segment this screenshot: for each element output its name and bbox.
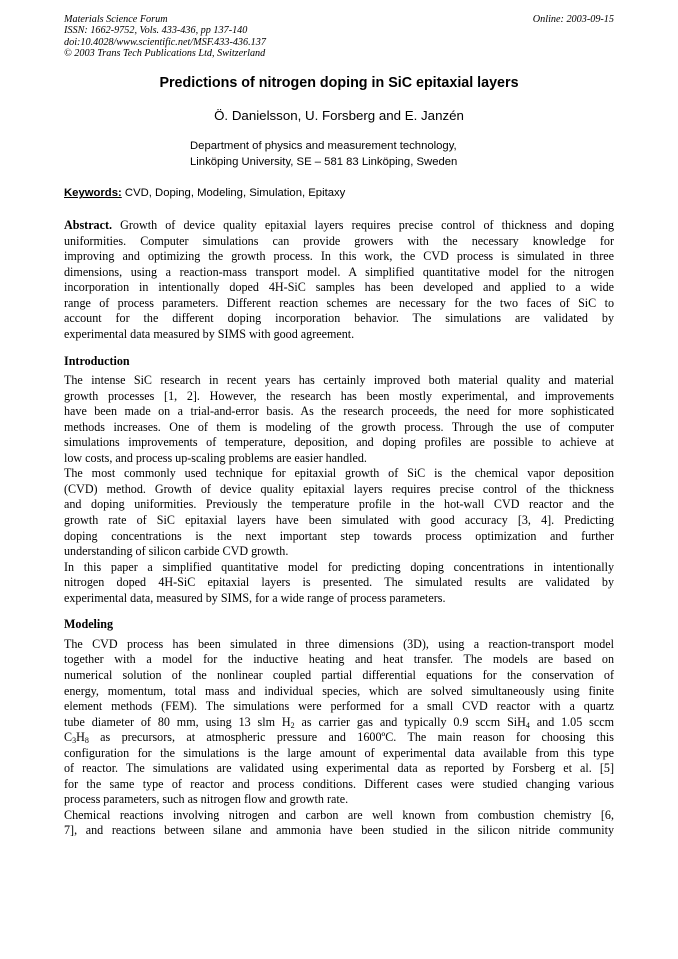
text-line: Chemical reactions involving nitrogen and carbon are well known from combustion chemistry [6, <box>64 807 614 822</box>
abstract-line: dimensions, using a reaction-mass transport model. A simplified quantitative model for the nitrogen <box>64 264 614 279</box>
affiliation-line-2: Linköping University, SE – 581 83 Linköping, Sweden <box>190 155 458 168</box>
subscript: 2 <box>290 720 295 730</box>
text-line: The most commonly used technique for epitaxial growth of SiC is the chemical vapor deposition <box>64 466 614 481</box>
abstract <box>64 218 614 342</box>
text-line: understanding of silicon carbide CVD growth. <box>64 544 289 559</box>
abstract-line: experimental data measured by SIMS with good agreement. <box>64 327 355 342</box>
text-line: and doping uniformities. Previously the temperature profile in the hot-wall CVD reactor and the <box>64 497 614 512</box>
keywords-label: Keywords: <box>64 187 122 200</box>
text-line: nitrogen doped 4H-SiC epitaxial layers is presented. The simulated results are validated by <box>64 575 614 590</box>
abstract-label: Abstract. <box>64 218 113 233</box>
copyright-line: © 2003 Trans Tech Publications Ltd, Switzerland <box>64 47 266 59</box>
abstract-line: account for the different doping incorporation behavior. The simulations are validated by <box>64 311 614 326</box>
text-line: The CVD process has been simulated in three dimensions (3D), using a reaction-transport model <box>64 636 614 651</box>
paper-authors: Ö. Danielsson, U. Forsberg and E. Janzén <box>214 108 464 124</box>
text-line: tube diameter of 80 mm, using 13 slm $H_2$ as carrier gas and typically 0.9 sccm SiH$_4$ and 1.05 sccm <box>64 714 614 730</box>
text-line: element methods (FEM). The simulations were performed for a small CVD reactor with a quartz <box>64 699 614 714</box>
text-line: (CVD) method. Growth of device quality epitaxial layers requires precise control of the thickness <box>64 481 614 496</box>
text-line: energy, momentum, total mass and individual species, which are solved simultaneously using finite <box>64 683 614 698</box>
text-line: together with a model for the inductive heating and heat transfer. The models are based on <box>64 652 614 667</box>
subscript: 8 <box>84 736 89 746</box>
abstract-line: improving and optimizing the growth process. In this work, the CVD process is simulated in three <box>64 249 614 264</box>
paper-title: Predictions of nitrogen doping in SiC epitaxial layers <box>159 75 519 92</box>
text-line: In this paper a simplified quantitative model for predicting doping concentrations in intentionally <box>64 559 614 574</box>
section-heading-introduction: Introduction <box>64 353 130 368</box>
keywords-text: CVD, Doping, Modeling, Simulation, Epitaxy <box>121 187 346 200</box>
introduction-body <box>64 373 614 606</box>
text-line: numerical solution of the nonlinear coupled partial differential equations for the conservation of <box>64 667 614 682</box>
abstract-line: incorporation in intentionally doped 4H-SiC samples has been developed and applied to a wide <box>64 280 614 295</box>
subscript: 3 <box>72 736 77 746</box>
text-line: for the same type of reactor and process conditions. Different cases were studied changing various <box>64 776 614 791</box>
section-heading-modeling: Modeling <box>64 617 114 632</box>
text-line: $C_3H_8$ as precursors, at atmospheric pressure and 1600ºC. The main reason for choosing this <box>64 730 614 746</box>
text-line: configuration for the simulations is the large amount of experimental data available from this type <box>64 745 614 760</box>
journal-name: Materials Science Forum <box>64 14 168 25</box>
text-line: low costs, and process up-scaling problems are easier handled. <box>64 450 367 465</box>
subscript: 4 <box>525 720 530 730</box>
text-line: process parameters, such as nitrogen flow and growth rate. <box>64 792 349 807</box>
text-line: growth processes [1, 2]. However, the research has been mostly experimental, and improvements <box>64 388 614 403</box>
keywords <box>64 186 614 201</box>
affiliation-line-1: Department of physics and measurement technology, <box>190 140 457 153</box>
text-line: doping concentrations is the next important step towards process optimization and further <box>64 528 614 543</box>
journal-header <box>64 14 614 59</box>
abstract-line: uniformities. Computer simulations can provide growers with the necessary knowledge for <box>64 233 614 248</box>
paper-page <box>64 14 614 839</box>
text-line: of reactor. The simulations are validated using experimental data as reported by Forsberg et al. [5] <box>64 761 614 776</box>
text-line: growth rate of SiC epitaxial layers have been simulated with good accuracy [3, 4]. Predicting <box>64 513 614 528</box>
text-line: simulations improvements of temperature, deposition, and doping profiles are possible to achieve at <box>64 435 614 450</box>
issn-line: ISSN: 1662-9752, Vols. 433-436, pp 137-140 <box>64 25 248 37</box>
text-line: The intense SiC research in recent years has certainly improved both material quality and material <box>64 373 614 388</box>
text-line: methods increases. One of them is modeling of the growth process. Through the use of computer <box>64 419 614 434</box>
abstract-line: range of process parameters. Different reaction schemes are necessary for the two faces of SiC to <box>64 295 614 310</box>
text-line: 7], and reactions between silane and ammonia have been studied in the silicon nitride community <box>64 823 614 838</box>
doi-line: doi:10.4028/www.scientific.net/MSF.433-436.137 <box>64 36 266 48</box>
abstract-line: Abstract. Growth of device quality epitaxial layers requires precise control of thickness and doping <box>64 218 614 233</box>
text-line: experimental data, measured by SIMS, for a wide range of process parameters. <box>64 590 446 605</box>
modeling-body <box>64 637 614 839</box>
affiliation <box>64 139 614 170</box>
text-line: have been made on a trial-and-error basis. As the research proceeds, the need for more sophisticated <box>64 404 614 419</box>
online-date: Online: 2003-09-15 <box>532 14 614 25</box>
